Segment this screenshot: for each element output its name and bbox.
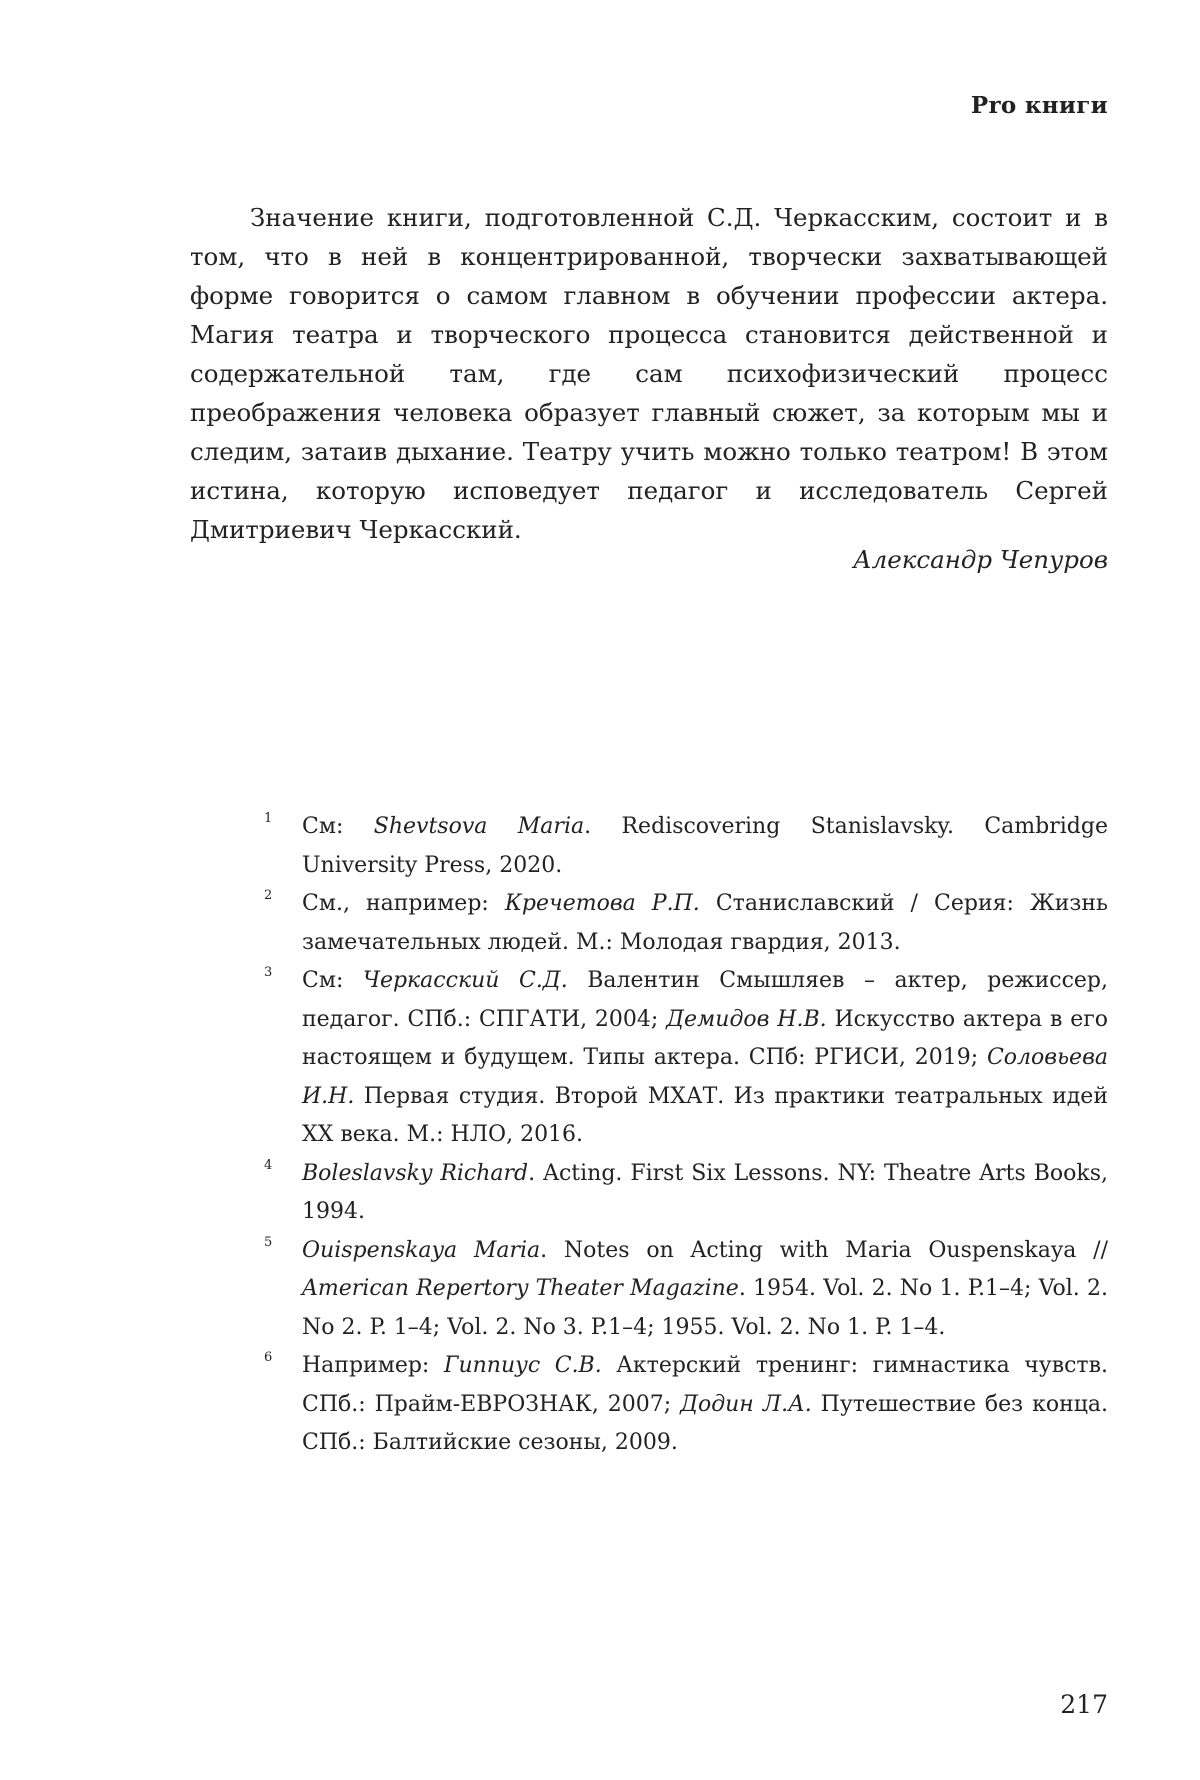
footnote-citation-text: Валентин Смышляев – актер, режиссер, педагог. СПб.: СПГАТИ, 2004; [302, 968, 1108, 1032]
footnote-citation-text: . Acting. First Six Lessons. NY: Theatre Arts Books, 1994. [302, 1160, 1108, 1224]
footnote-2 [264, 885, 1108, 962]
footnote-number: 5 [264, 1234, 273, 1250]
main-paragraph: Значение книги, подготовленной С.Д. Черкасским, состоит и в том, что в ней в концентрированной, творчески захватывающей форме говорится о самом главном в обучении профессии актера. Магия театра и творческого процесса становится действенной и содержательной там, где сам психофизический процесс преображения человека образует главный сюжет, за которым мы и следим, затаив дыхание. Театру учить можно только театром! В этом истина, которую исповедует педагог и исследователь Сергей Дмитриевич Черкасский. [190, 203, 1108, 544]
footnote-number: 1 [264, 811, 273, 826]
footnote-citation-text: См., например: [302, 891, 505, 916]
footnote-number: 3 [264, 965, 273, 980]
footnote-citation-text: Искусство актера в его настоящем и будущем. Типы актера. СПб: РГИСИ, 2019; [302, 1006, 1109, 1070]
footnote-citation-author: Ouispenskaya Maria [302, 1237, 541, 1263]
footnote-citation-author: Shevtsova Maria [373, 814, 585, 839]
footnote-citation-author: Черкасский С.Д. [362, 968, 568, 993]
footnote-3 [264, 962, 1109, 1155]
footnote-citation-text: . Notes on Acting with Maria Ouspenskaya // [540, 1237, 1109, 1263]
footnote-1 [264, 808, 1108, 885]
footnote-citation-text: Путешествие без конца. СПб.: Балтийские сезоны, 2009. [302, 1391, 1109, 1455]
footnote-5 [264, 1232, 1109, 1348]
footnote-citation-author: American Repertory Theater Magazine [302, 1276, 739, 1301]
footnote-citation-author: Гиппиус С.В. [443, 1353, 602, 1378]
footnote-citation-text: Актерский тренинг: гимнастика чувств. СПб.: Прайм-ЕВРОЗНАК, 2007; [302, 1353, 1108, 1417]
footnote-citation-text: Например: [302, 1353, 444, 1378]
footnote-citation-author: Додин Л.А. [680, 1391, 812, 1417]
footnote-text [302, 968, 1108, 1147]
footnote-text [302, 891, 1108, 955]
footnote-citation-text: См: [302, 968, 363, 993]
footnote-text [302, 1161, 1108, 1225]
footnotes-list [264, 808, 1109, 1463]
footnote-4 [264, 1155, 1108, 1232]
footnote-citation-author: Соловьева И.Н. [302, 1045, 1108, 1109]
footnote-text [302, 1238, 1108, 1340]
footnote-citation-author: Демидов Н.В. [666, 1006, 827, 1032]
footnote-6 [264, 1347, 1109, 1463]
footnote-citation-text: Первая студия. Второй МХАТ. Из практики театральных идей XX века. М.: НЛО, 2016. [302, 1083, 1108, 1147]
footnote-citation-author: Boleslavsky Richard [302, 1160, 529, 1186]
footnote-number: 6 [264, 1350, 273, 1365]
footnote-citation-text: . Rediscovering Stanislavsky. Cambridge University Press, 2020. [302, 814, 1108, 878]
running-head: Pro книги [970, 92, 1108, 119]
footnote-number: 2 [264, 888, 273, 903]
footnote-citation-author: Кречетова Р.П. [504, 891, 700, 916]
author-signature: Александр Чепуров [853, 545, 1108, 574]
page-number: 217 [1060, 1690, 1108, 1719]
footnote-citation-text: . 1954. Vol. 2. No 1. P.1–4; Vol. 2. No 2. P. 1–4; Vol. 2. No 3. P.1–4; 1955. Vol. 2. No 1. P. 1–4. [302, 1276, 1109, 1340]
footnote-citation-text: См: [302, 814, 374, 839]
footnote-citation-text: Станиславский / Серия: Жизнь замечательных людей. М.: Молодая гвардия, 2013. [302, 891, 1108, 955]
footnote-text [302, 814, 1108, 878]
footnote-number: 4 [264, 1157, 273, 1173]
footnote-text [302, 1353, 1108, 1455]
